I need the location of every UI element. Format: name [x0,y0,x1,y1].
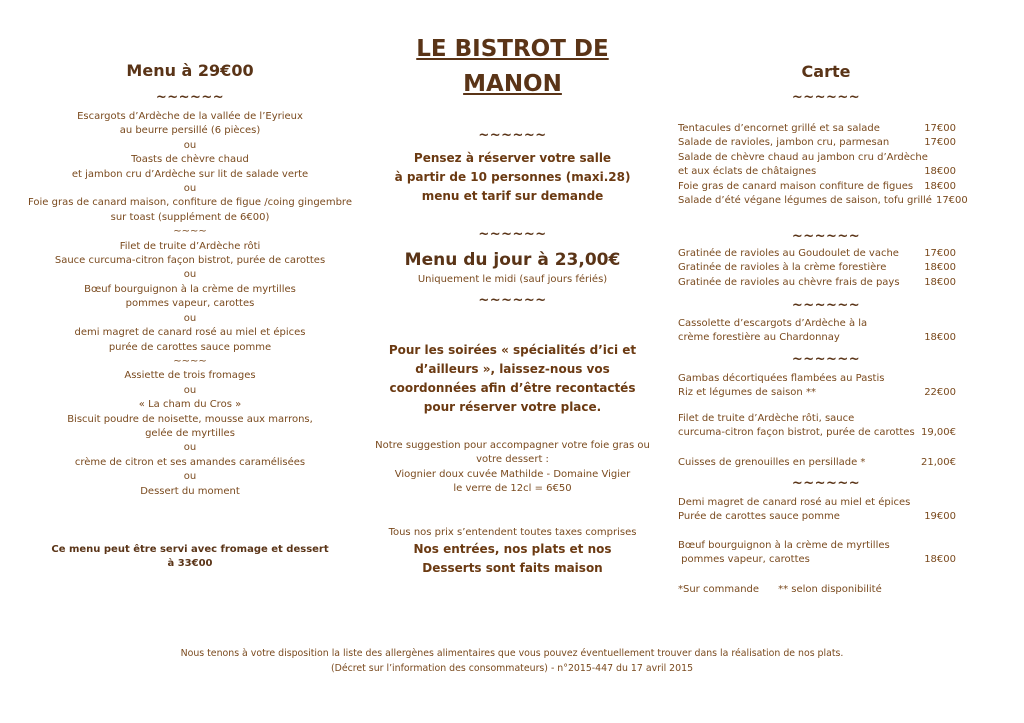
carte-item-price: 18€00 [924,262,956,274]
menu-29-line: Toasts de chèvre chaud [131,154,249,166]
carte-item [678,510,956,524]
carte-item-name: Salade de chèvre chaud au jambon cru d’Ardèche [678,151,928,163]
carte-item-name: curcuma-citron façon bistrot, purée de carottes [678,427,915,439]
carte-item-name: pommes vapeur, carottes [678,554,810,566]
carte-item [678,496,956,510]
menu-29-title: Menu à 29€00 [126,61,254,80]
carte-item-price: 17€00 [924,123,956,134]
homemade-line: Nos entrées, nos plats et nos [413,542,612,556]
restaurant-name [365,32,660,102]
menu-29-lines [20,110,360,499]
carte-item-name: Salade d’été végane légumes de saison, tofu grillé [678,195,932,207]
carte-item-name: Tentacules d’encornet grillé et sa salade [678,123,880,134]
carte-item-name: Cassolette d’escargots d’Ardèche à la [678,318,868,329]
menu-29-line: et jambon cru d’Ardèche sur lit de salade verte [71,168,309,180]
carte-item-price: 17€00 [924,137,956,149]
menu-29-line: ou [183,471,197,483]
footer-line: Nous tenons à votre disposition la liste des allergènes alimentaires que vous pouvez éventuellement trouver dans la réalisation de nos plats. [180,648,844,659]
carte-item [678,456,956,470]
separator: ~~~~~~ [791,298,861,313]
carte-item [678,136,956,150]
homemade-line: Desserts sont faits maison [422,561,603,575]
footer-line: (Décret sur l’information des consommateurs) - n°2015-447 du 17 avril 2015 [330,663,694,674]
carte-item-price: 17€00 [924,248,956,259]
prices-note: Tous nos prix s’entendent toutes taxes comprises [388,527,637,538]
carte-item [678,122,956,136]
menu-29-note-line2: à 33€00 [167,558,213,570]
menu-du-jour-title: Menu du jour à 23,00€ [404,250,621,270]
carte-group [678,317,956,346]
carte-item [678,539,956,553]
menu-29-line: purée de carottes sauce pomme [108,341,272,353]
suggestion-line: Viognier doux cuvée Mathilde - Domaine Vigier [394,468,631,480]
carte-item-name: Filet de truite d’Ardèche rôti, sauce [678,413,855,424]
separator: ~~~~~~ [478,128,547,143]
carte-item [678,180,956,194]
carte-item [678,151,956,165]
carte-item [678,331,956,345]
menu-29-line: Dessert du moment [140,485,240,497]
carte-item [678,194,968,208]
carte-item-price: 18€00 [924,276,956,288]
carte-item-name: Salade de ravioles, jambon cru, parmesan [678,137,890,149]
menu-29-line: ou [183,269,197,281]
menu-29-line: Biscuit poudre de noisette, mousse aux marrons, [67,413,313,425]
carte-item-name: crème forestière au Chardonnay [678,332,840,344]
reserve-line: à partir de 10 personnes (maxi.28) [394,170,631,184]
separator: ~~~~~~ [791,476,861,491]
reserve-line: Pensez à réserver votre salle [413,151,612,165]
carte-footnote: *Sur commande ** selon disponibilité [678,584,882,595]
carte-item [678,276,956,290]
carte-group [678,247,956,290]
soirees-line: d’ailleurs », laissez-nous vos [415,362,610,376]
reserve-line: menu et tarif sur demande [421,189,604,203]
wine-suggestion [365,439,660,497]
carte-group [678,456,956,470]
carte-item-name: Purée de carottes sauce pomme [678,511,840,523]
carte-item-price: 18€00 [924,554,956,566]
menu-29-line: Assiette de trois fromages [124,370,256,382]
soirees-block [365,341,660,417]
carte-group [678,539,956,568]
menu-29-line: crème de citron et ses amandes caramélisées [74,456,306,468]
carte-item-price: 22€00 [924,387,956,399]
carte-group [678,372,956,401]
carte-item-price: 17€00 [935,195,968,207]
carte-item-name: Demi magret de canard rosé au miel et épices [678,497,911,508]
menu-29-line: ou [183,442,197,454]
carte-item-name: Cuisses de grenouilles en persillade * [678,457,866,468]
carte-item [678,553,956,567]
menu-29-line: au beurre persillé (6 pièces) [119,125,261,137]
menu-29-note-line1: Ce menu peut être servi avec fromage et dessert [51,544,329,555]
carte-item-name: et aux éclats de châtaignes [678,166,817,178]
reserve-block [365,149,660,206]
menu-29-line: ou [183,384,197,396]
menu-29-line: ou [183,139,197,151]
carte-item-price: 18€00 [924,180,956,192]
menu-29-line: ~~~~ [173,226,207,238]
carte-item [678,165,956,179]
carte-item [678,412,956,426]
menu-29-line: ou [183,183,197,195]
carte-item-name: Gratinée de ravioles au chèvre frais de pays [678,276,900,288]
carte-item-name: Gratinée de ravioles à la crème forestière [678,262,887,274]
menu-29-note [20,543,360,572]
suggestion-line: le verre de 12cl = 6€50 [453,483,572,495]
soirees-line: coordonnées afin d’être recontactés [389,381,636,395]
soirees-line: pour réserver votre place. [423,400,602,414]
menu-29-line: demi magret de canard rosé au miel et épices [74,327,306,339]
carte-item-name: Gratinée de ravioles au Goudoulet de vache [678,248,899,259]
carte-item [678,426,956,440]
menu-29-line: Sauce curcuma-citron façon bistrot, purée de carottes [54,255,326,267]
menu-29-line: Foie gras de canard maison, confiture de figue /coing gingembre [28,197,352,209]
carte-item-price: 19€00 [924,511,956,523]
menu-29-line: sur toast (supplément de 6€00) [110,211,270,223]
carte-item [678,372,956,386]
menu-29-line: « La cham du Cros » [138,399,242,411]
menu-29-line: ou [183,312,197,324]
separator: ~~~~~~ [478,227,547,242]
homemade-block [365,540,660,578]
separator: ~~~~~~ [791,352,861,367]
carte-item [678,317,956,331]
carte-item-name: Bœuf bourguignon à la crème de myrtilles [678,540,890,551]
soirees-line: Pour les soirées « spécialités d’ici et [388,343,637,357]
carte-group [678,122,968,208]
carte-item-price: 21,00€ [921,457,956,468]
carte-title: Carte [801,62,851,81]
menu-29-line: Filet de truite d’Ardèche rôti [119,240,261,252]
carte-group [678,496,956,525]
carte-item [678,261,956,275]
carte-item-name: Gambas décortiquées flambées au Pastis [678,373,885,384]
carte-item-name: Foie gras de canard maison confiture de figues [678,180,914,192]
suggestion-line: votre dessert : [476,454,549,466]
suggestion-line: Notre suggestion pour accompagner votre foie gras ou [375,440,650,451]
menu-29-line: ~~~~ [173,355,207,367]
menu-29-line: pommes vapeur, carottes [125,298,255,310]
carte-item-price: 18€00 [924,332,956,344]
menu-29-line: gelée de myrtilles [145,427,235,439]
menu-29-line: Bœuf bourguignon à la crème de myrtilles [84,283,296,295]
separator: ~~~~~~ [155,90,225,105]
carte-item-price: 18€00 [924,166,956,178]
menu-du-jour-note: Uniquement le midi (sauf jours fériés) [417,274,608,285]
restaurant-name-line1: LE BISTROT DE [416,36,609,62]
carte-item [678,386,956,400]
allergen-footer [0,646,1024,676]
carte-group [678,412,956,441]
menu-29-line: Escargots d’Ardèche de la vallée de l’Eyrieux [77,111,303,122]
carte-item [678,247,956,261]
separator: ~~~~~~ [791,229,861,244]
separator: ~~~~~~ [478,293,547,308]
separator: ~~~~~~ [791,90,861,105]
restaurant-name-line2: MANON [463,71,562,97]
carte-item-name: Riz et légumes de saison ** [678,387,816,399]
carte-item-price: 19,00€ [921,427,956,439]
